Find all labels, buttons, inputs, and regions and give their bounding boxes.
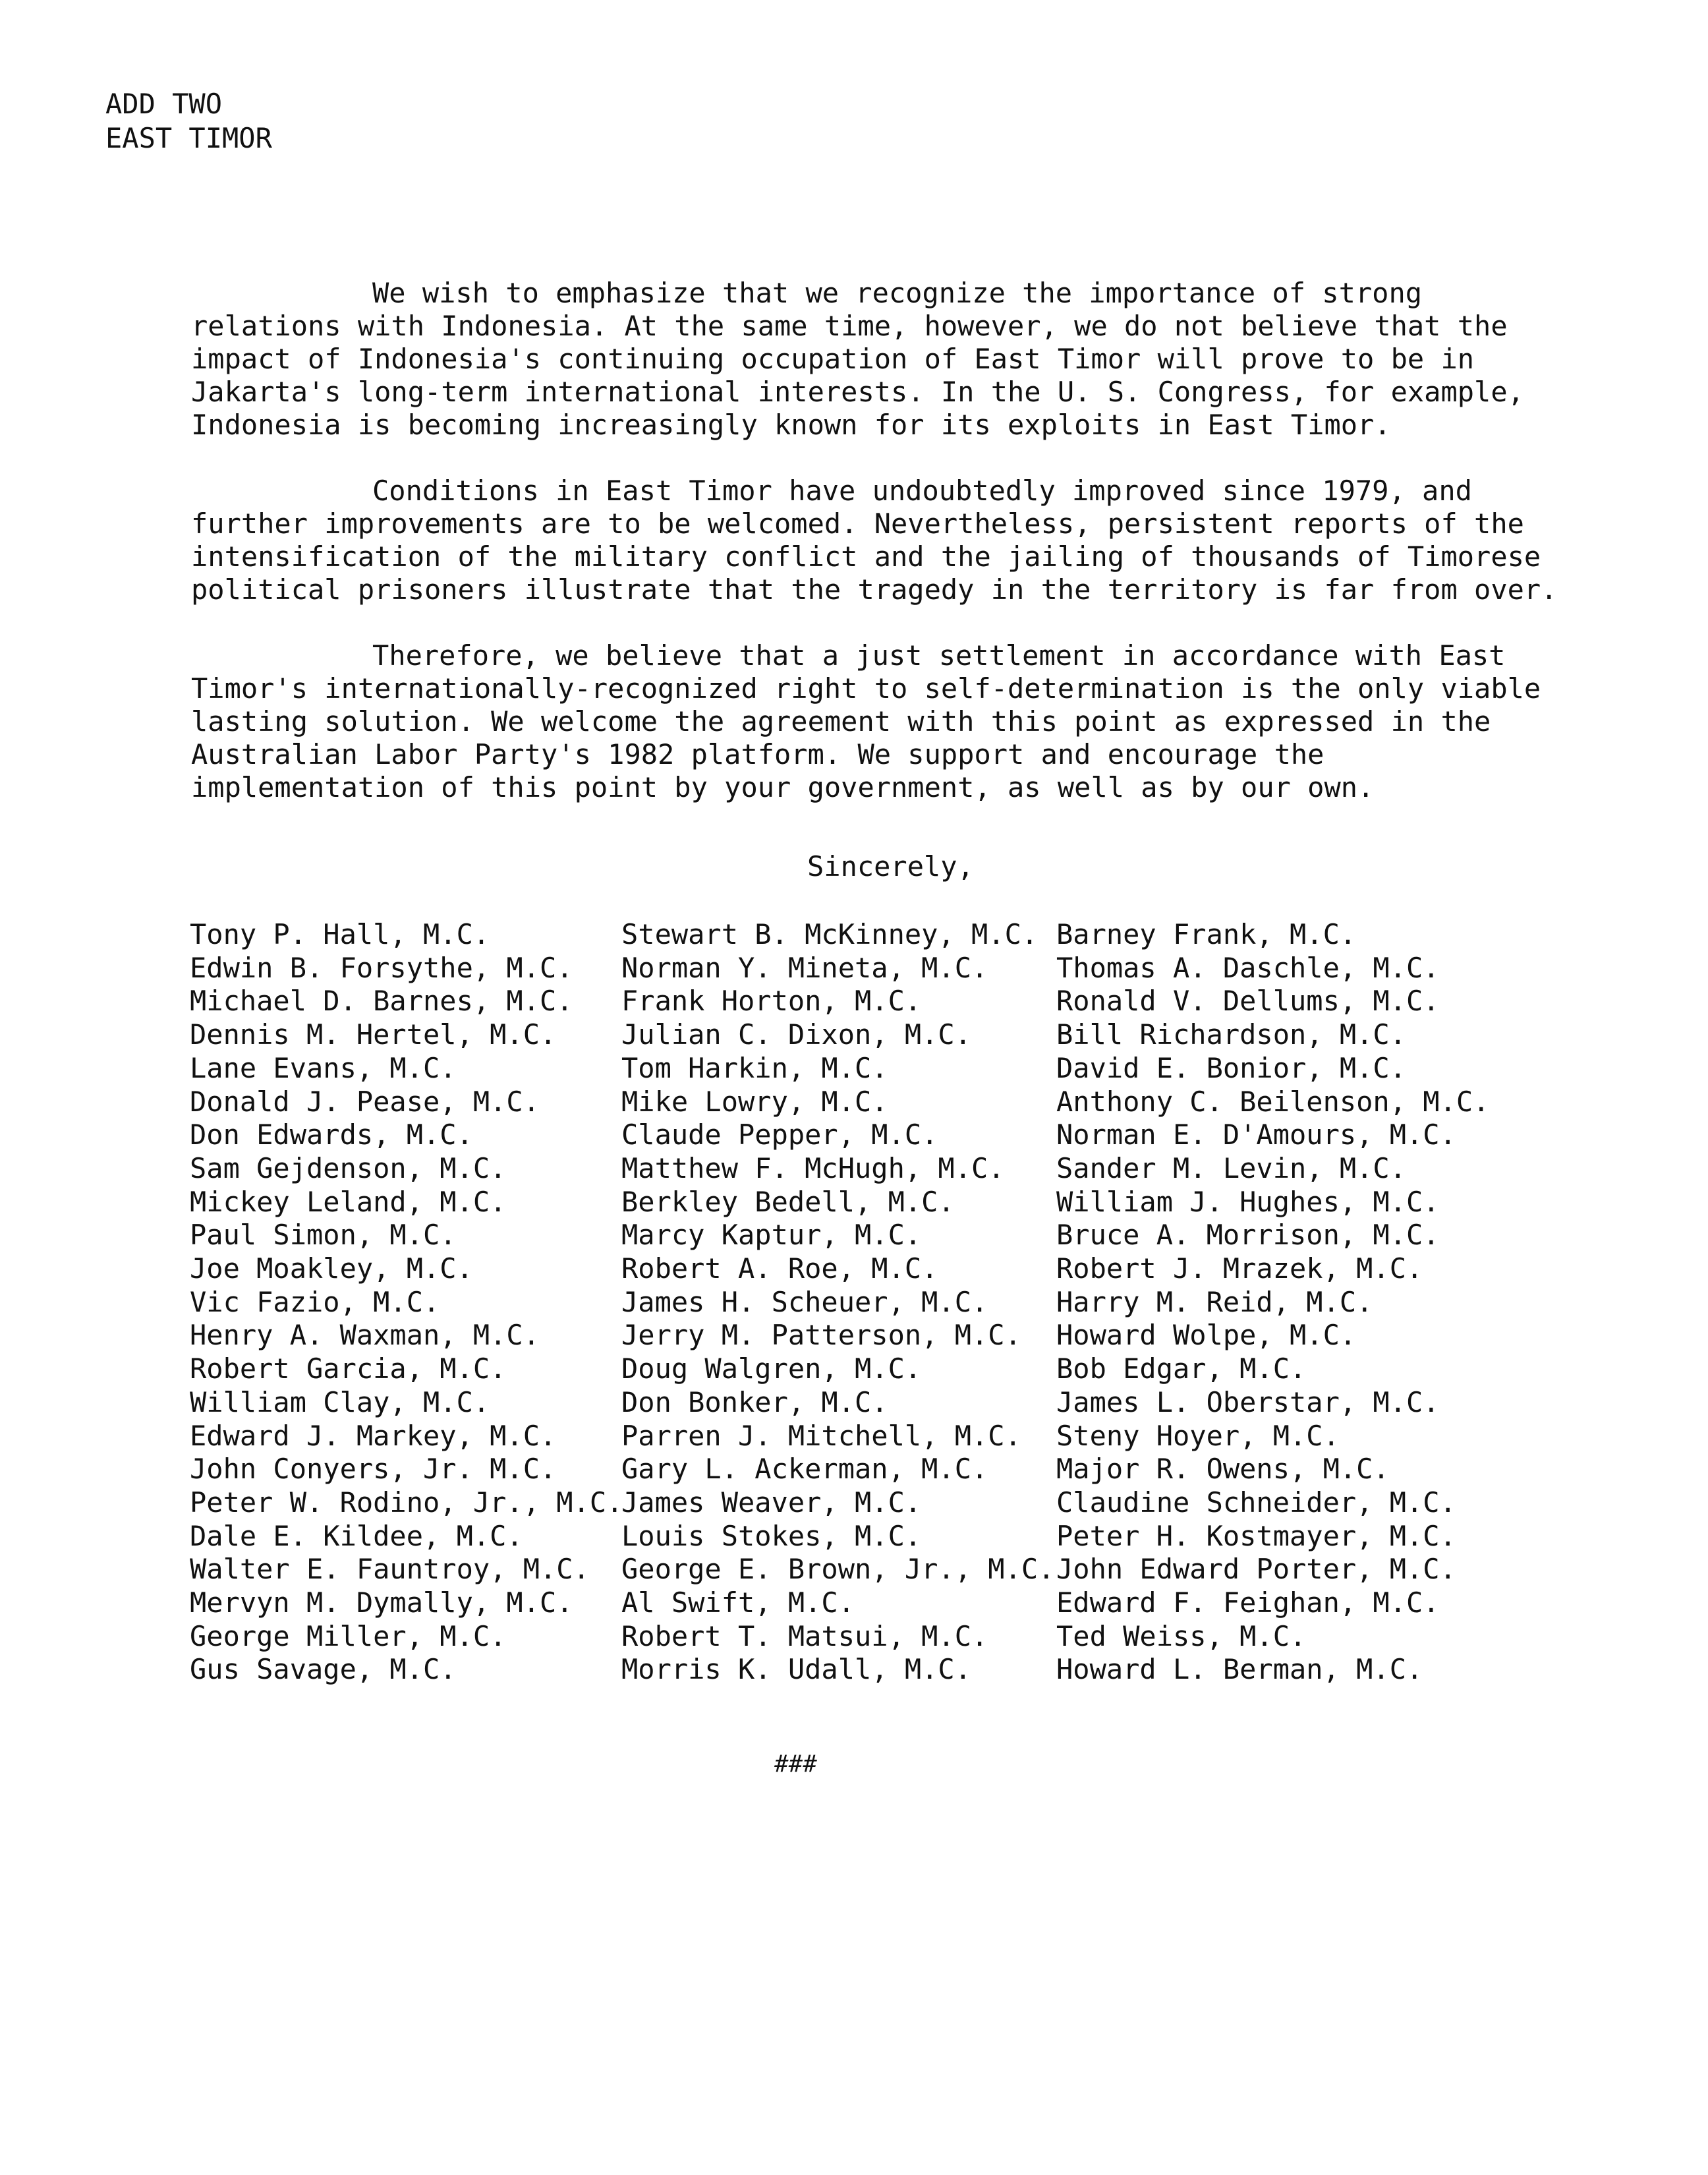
- signature-name: Berkley Bedell, M.C.: [621, 1185, 955, 1218]
- signature-name: Howard L. Berman, M.C.: [1056, 1653, 1423, 1686]
- signature-name: Dale E. Kildee, M.C.: [190, 1519, 523, 1552]
- signature-name: Edwin B. Forsythe, M.C.: [190, 951, 573, 984]
- signature-name: Robert J. Mrazek, M.C.: [1056, 1252, 1423, 1285]
- signature-name: Anthony C. Beilenson, M.C.: [1056, 1085, 1490, 1118]
- signature-name: Henry A. Waxman, M.C.: [190, 1319, 540, 1352]
- signature-name: Edward J. Markey, M.C.: [190, 1419, 557, 1452]
- end-mark: ###: [774, 1751, 818, 1778]
- signature-name: Mickey Leland, M.C.: [190, 1185, 507, 1218]
- signature-name: Bob Edgar, M.C.: [1056, 1352, 1307, 1385]
- signature-name: Jerry M. Patterson, M.C.: [621, 1319, 1021, 1352]
- signature-column-1: [190, 918, 621, 1687]
- signature-name: Sander M. Levin, M.C.: [1056, 1151, 1407, 1184]
- signature-name: Norman Y. Mineta, M.C.: [621, 951, 988, 984]
- signature-name: Marcy Kaptur, M.C.: [621, 1219, 922, 1252]
- signature-name: Frank Horton, M.C.: [621, 985, 922, 1018]
- signature-name: Parren J. Mitchell, M.C.: [621, 1419, 1021, 1452]
- paragraph-relations: We wish to emphasize that we recognize the importance of strong relations with Indonesia. At the same time, however, we do not believe that the impact of Indonesia's continuing occupation of East Timor will prove to be in Jakarta's long-term international interests. In the U. S. Congress, for example, Indonesia is becoming increasingly known for its exploits in East Timor.: [191, 277, 1524, 441]
- signature-name: Robert A. Roe, M.C.: [621, 1252, 938, 1285]
- paragraph-conditions: Conditions in East Timor have undoubtedly improved since 1979, and further improvements are to be welcomed. Nevertheless, persistent reports of the intensification of the military conflict and the jailing of thousands of Timorese political prisoners illustrate that the tragedy in the territory is far from over.: [191, 475, 1558, 606]
- signature-name: Matthew F. McHugh, M.C.: [621, 1151, 1005, 1184]
- signature-name: Gus Savage, M.C.: [190, 1653, 457, 1686]
- signature-name: William J. Hughes, M.C.: [1056, 1185, 1440, 1218]
- signature-name: Bruce A. Morrison, M.C.: [1056, 1219, 1440, 1252]
- signature-name: Peter W. Rodino, Jr., M.C.: [190, 1486, 623, 1519]
- signature-name: Paul Simon, M.C.: [190, 1219, 457, 1252]
- signature-name: Don Edwards, M.C.: [190, 1118, 473, 1151]
- signature-name: Michael D. Barnes, M.C.: [190, 985, 573, 1018]
- signature-name: George Miller, M.C.: [190, 1619, 507, 1652]
- signature-name: Julian C. Dixon, M.C.: [621, 1018, 972, 1051]
- signature-name: George E. Brown, Jr., M.C.: [621, 1553, 1055, 1586]
- signature-name: Edward F. Feighan, M.C.: [1056, 1586, 1440, 1619]
- signature-name: Thomas A. Daschle, M.C.: [1056, 951, 1440, 984]
- signature-name: Bill Richardson, M.C.: [1056, 1018, 1407, 1051]
- signature-name: Don Bonker, M.C.: [621, 1385, 888, 1418]
- signature-name: Louis Stokes, M.C.: [621, 1519, 922, 1552]
- signature-name: David E. Bonior, M.C.: [1056, 1051, 1407, 1084]
- signature-name: John Conyers, Jr. M.C.: [190, 1453, 557, 1486]
- closing-salutation: Sincerely,: [807, 850, 974, 883]
- signature-name: Walter E. Fauntroy, M.C.: [190, 1553, 590, 1586]
- signature-name: Claude Pepper, M.C.: [621, 1118, 938, 1151]
- signature-name: Dennis M. Hertel, M.C.: [190, 1018, 557, 1051]
- signature-name: Tony P. Hall, M.C.: [190, 918, 490, 950]
- signature-name: Robert T. Matsui, M.C.: [621, 1619, 988, 1652]
- signature-name: Ted Weiss, M.C.: [1056, 1619, 1307, 1652]
- signature-name: Lane Evans, M.C.: [190, 1051, 457, 1084]
- signature-name: Doug Walgren, M.C.: [621, 1352, 922, 1385]
- signature-name: Joe Moakley, M.C.: [190, 1252, 473, 1285]
- header-line-east-timor: EAST TIMOR: [105, 122, 272, 154]
- signature-name: Claudine Schneider, M.C.: [1056, 1486, 1456, 1519]
- signature-name: Morris K. Udall, M.C.: [621, 1653, 972, 1686]
- signature-name: Mike Lowry, M.C.: [621, 1085, 888, 1118]
- signature-name: Gary L. Ackerman, M.C.: [621, 1453, 988, 1486]
- header-line-add-two: ADD TWO: [105, 88, 223, 120]
- signature-list: [190, 918, 1560, 1687]
- signature-name: James Weaver, M.C.: [621, 1486, 922, 1519]
- signature-name: William Clay, M.C.: [190, 1385, 490, 1418]
- signature-column-2: [621, 918, 1056, 1687]
- signature-name: Donald J. Pease, M.C.: [190, 1085, 540, 1118]
- signature-name: Barney Frank, M.C.: [1056, 918, 1357, 950]
- signature-column-3: [1056, 918, 1557, 1687]
- letter-body: [191, 277, 1562, 804]
- paragraph-settlement: Therefore, we believe that a just settlement in accordance with East Timor's internationally-recognized right to self-determination is the only viable lasting solution. We welcome the agreement with this point as expressed in the Australian Labor Party's 1982 platform. We support and encourage the implementation of this point by your government, as well as by our own.: [191, 639, 1541, 803]
- signature-name: James H. Scheuer, M.C.: [621, 1285, 988, 1318]
- signature-name: Al Swift, M.C.: [621, 1586, 855, 1619]
- signature-name: John Edward Porter, M.C.: [1056, 1553, 1456, 1586]
- signature-name: Norman E. D'Amours, M.C.: [1056, 1118, 1456, 1151]
- signature-name: Robert Garcia, M.C.: [190, 1352, 507, 1385]
- signature-name: Vic Fazio, M.C.: [190, 1285, 440, 1318]
- signature-name: Howard Wolpe, M.C.: [1056, 1319, 1357, 1352]
- signature-name: Stewart B. McKinney, M.C.: [621, 918, 1039, 950]
- signature-name: Harry M. Reid, M.C.: [1056, 1285, 1373, 1318]
- signature-name: Tom Harkin, M.C.: [621, 1051, 888, 1084]
- signature-name: Ronald V. Dellums, M.C.: [1056, 985, 1440, 1018]
- signature-name: Mervyn M. Dymally, M.C.: [190, 1586, 573, 1619]
- signature-name: James L. Oberstar, M.C.: [1056, 1385, 1440, 1418]
- signature-name: Sam Gejdenson, M.C.: [190, 1151, 507, 1184]
- page-header: [105, 87, 272, 156]
- signature-name: Major R. Owens, M.C.: [1056, 1453, 1390, 1486]
- signature-name: Steny Hoyer, M.C.: [1056, 1419, 1340, 1452]
- signature-name: Peter H. Kostmayer, M.C.: [1056, 1519, 1456, 1552]
